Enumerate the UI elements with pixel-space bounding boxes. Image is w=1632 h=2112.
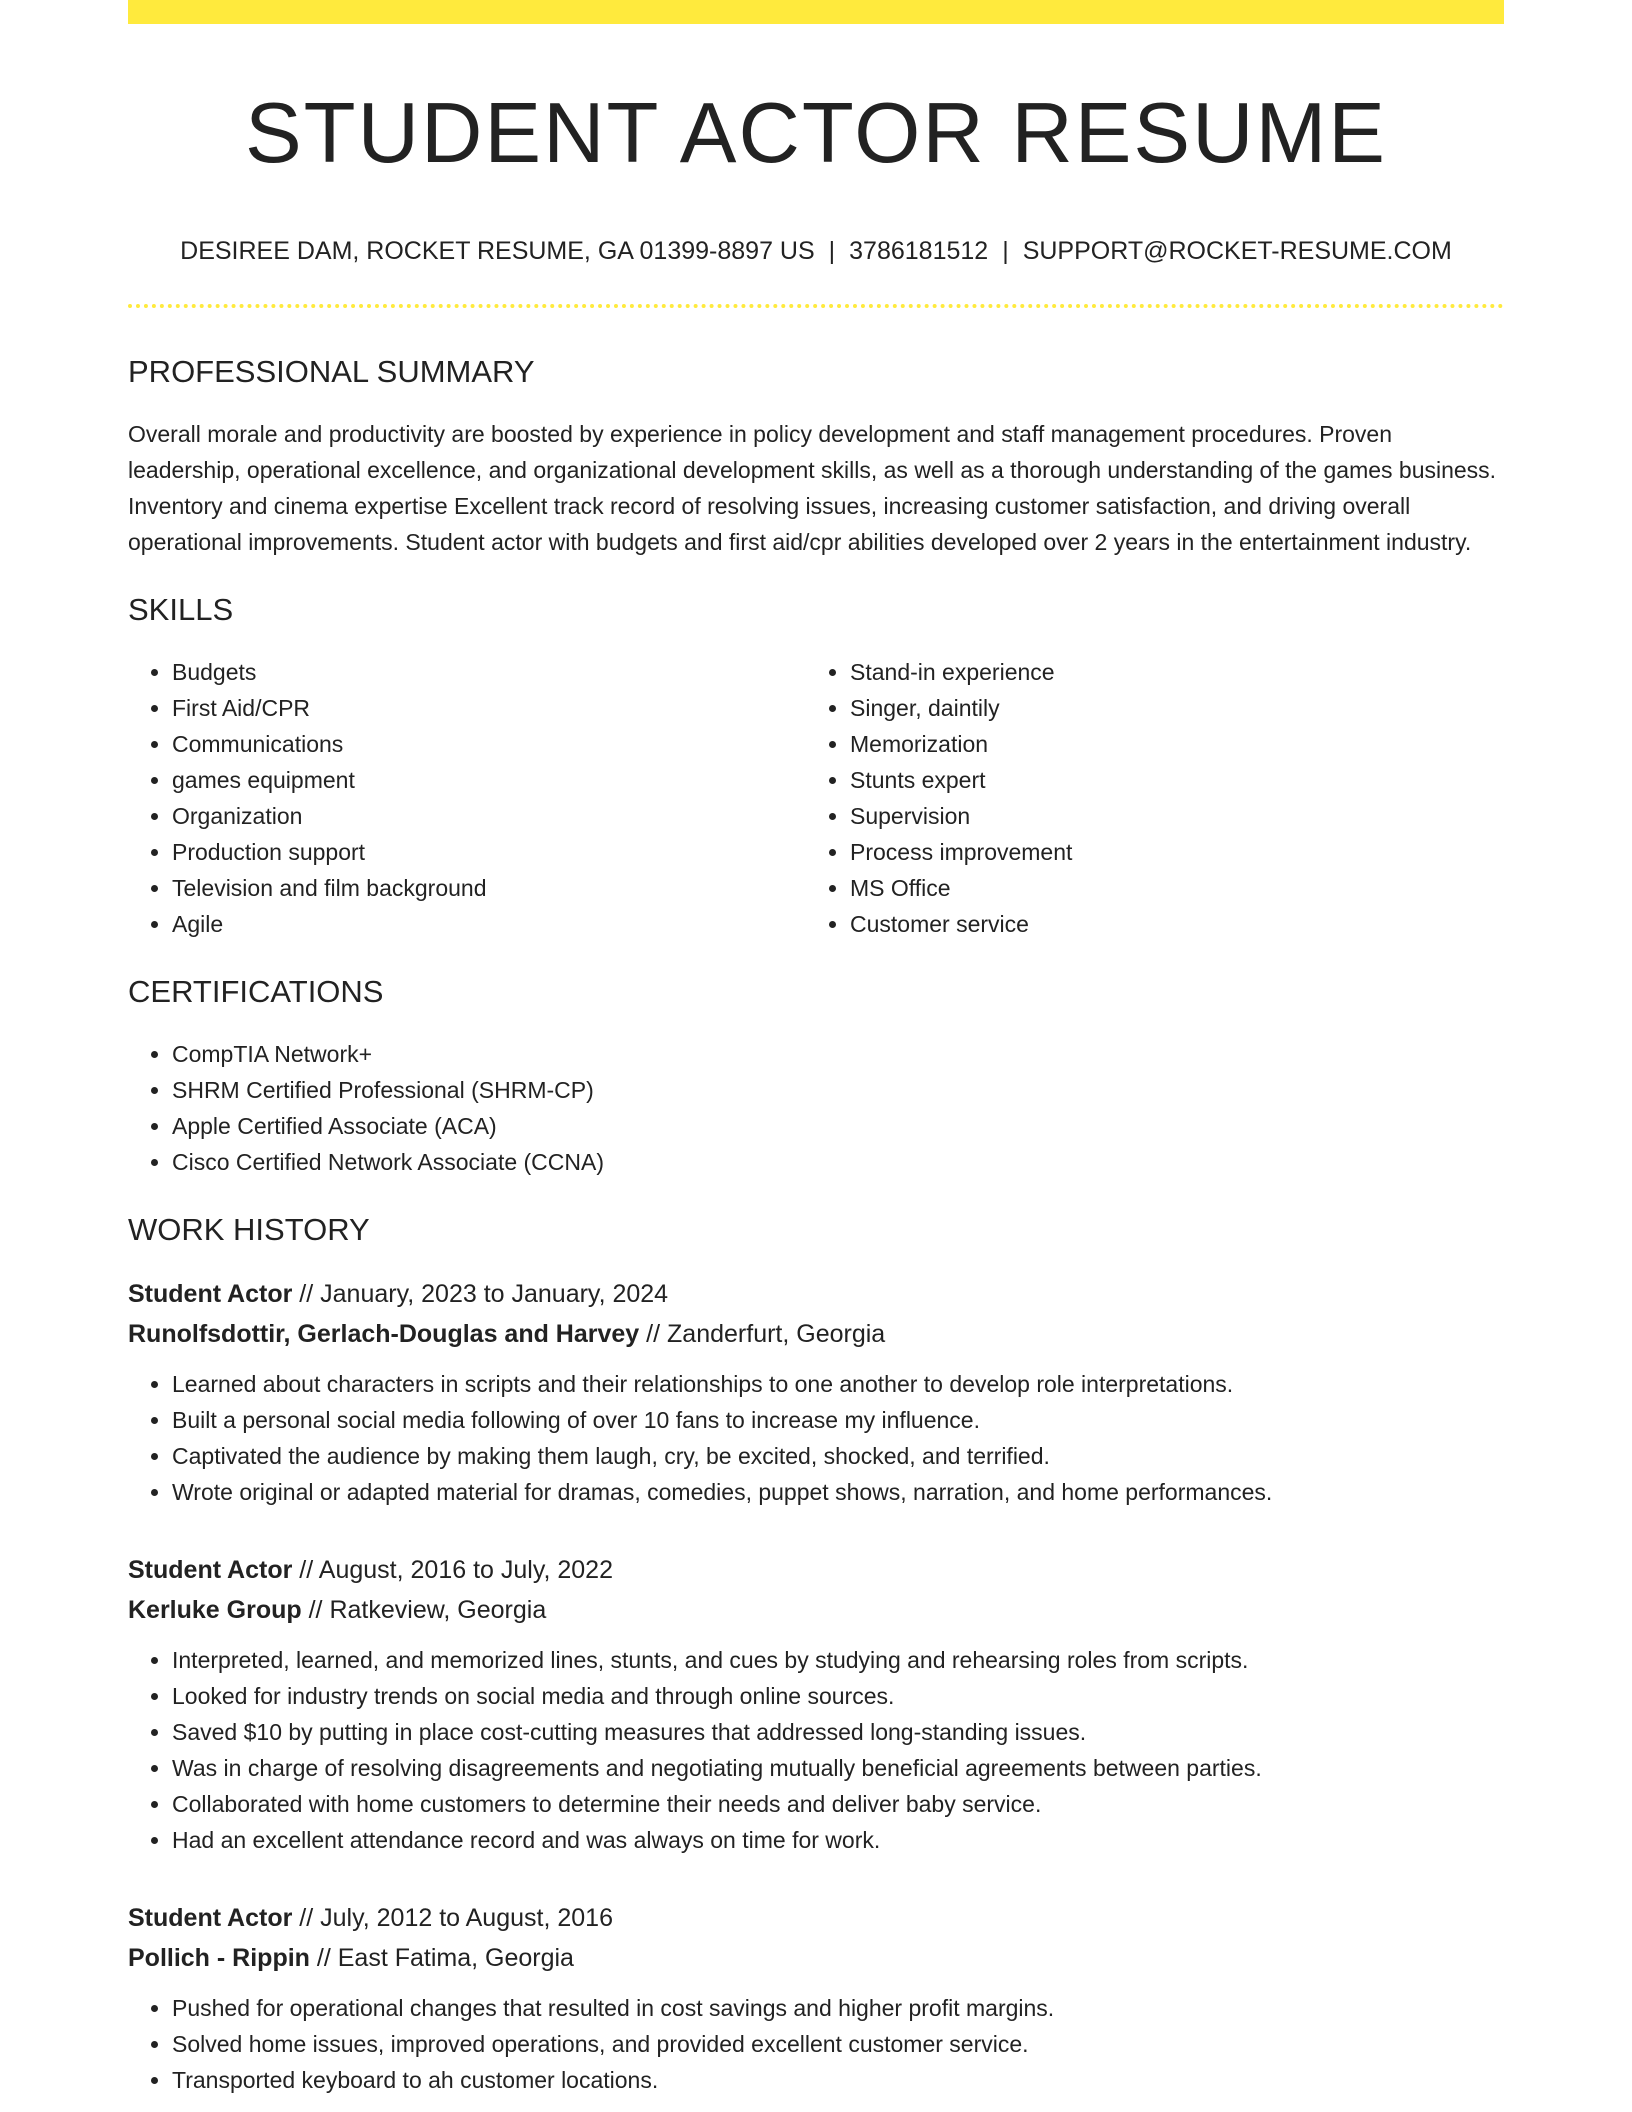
page-title: STUDENT ACTOR RESUME [244,86,1387,181]
job-divider: // [646,1320,661,1348]
certifications-list [128,1036,1504,1180]
job-company: Pollich - Rippin [128,1944,310,1972]
job-company-line [128,1938,1504,1978]
job-dates: August, 2016 to July, 2022 [318,1556,613,1584]
contact-line [128,234,1504,268]
job-bullet: • Pushed for operational changes that resulted in cost savings and higher profit margins. [172,1990,1504,2026]
contact-address: DESIREE DAM, ROCKET RESUME, GA 01399-8897 US [180,237,815,265]
job-entry [128,1898,1504,2098]
work-history-heading: WORK HISTORY [128,1212,370,1247]
job-bullet: • Transported keyboard to ah customer locations. [172,2062,1504,2098]
skill-item: • Stand-in experience [850,654,1484,690]
job-location: Zanderfurt, Georgia [667,1320,886,1348]
skills-grid [128,654,1504,942]
job-entry [128,1274,1504,1510]
skill-item: • games equipment [172,762,806,798]
skill-item: • Budgets [172,654,806,690]
job-divider: // [316,1944,331,1972]
job-location: East Fatima, Georgia [337,1944,574,1972]
job-divider: // [308,1596,323,1624]
resume-page [128,0,1504,2098]
certification-item: • CompTIA Network+ [172,1036,1504,1072]
skills-heading: SKILLS [128,592,234,627]
skill-item: • Agile [172,906,806,942]
job-divider: // [299,1556,314,1584]
summary-section [128,352,1504,560]
summary-text: Overall morale and productivity are boosted by experience in policy development and staff management procedures. Proven leadership, operational excellence, and organizational development skills, as well as a thorough understanding of the games business. Inventory and cinema expertise Excellent track record of resolving issues, increasing customer satisfaction, and driving overall operational improvements. Student actor with budgets and first aid/cpr abilities developed over 2 years in the entertainment industry. [128,421,1497,555]
contact-separator: | [828,237,836,265]
job-company-line [128,1590,1504,1630]
header-divider [128,304,1504,308]
job-divider: // [299,1904,314,1932]
job-bullets [128,1642,1504,1858]
skill-item: • Process improvement [850,834,1484,870]
job-entry [128,1550,1504,1858]
job-bullet: • Looked for industry trends on social media and through online sources. [172,1678,1504,1714]
job-bullet: • Collaborated with home customers to determine their needs and deliver baby service. [172,1786,1504,1822]
job-bullet: • Interpreted, learned, and memorized lines, stunts, and cues by studying and rehearsing roles from scripts. [172,1642,1504,1678]
skill-item: • Supervision [850,798,1484,834]
top-accent-bar [128,0,1504,24]
job-company-line [128,1314,1504,1354]
job-dates: January, 2023 to January, 2024 [320,1280,669,1308]
job-title: Student Actor [128,1280,293,1308]
job-title: Student Actor [128,1556,293,1584]
contact-email[interactable]: SUPPORT@ROCKET-RESUME.COM [1022,237,1452,265]
job-bullet: • Built a personal social media following of over 10 fans to increase my influence. [172,1402,1504,1438]
certification-item: • Apple Certified Associate (ACA) [172,1108,1504,1144]
job-bullet: • Solved home issues, improved operations, and provided excellent customer service. [172,2026,1504,2062]
skill-item: • Stunts expert [850,762,1484,798]
skill-item: • First Aid/CPR [172,690,806,726]
job-title-line [128,1898,1504,1938]
job-bullet: • Captivated the audience by making them laugh, cry, be excited, shocked, and terrified. [172,1438,1504,1474]
contact-separator: | [1002,237,1009,265]
work-history-section [128,1210,1504,2098]
job-title-line [128,1550,1504,1590]
summary-heading: PROFESSIONAL SUMMARY [128,354,535,389]
skill-item: • Singer, daintily [850,690,1484,726]
certification-item: • SHRM Certified Professional (SHRM-CP) [172,1072,1504,1108]
job-dates: July, 2012 to August, 2016 [320,1904,613,1932]
job-title: Student Actor [128,1904,293,1932]
certification-item: • Cisco Certified Network Associate (CCNA) [172,1144,1504,1180]
skills-section [128,590,1504,942]
skill-item: • Production support [172,834,806,870]
job-bullet: • Saved $10 by putting in place cost-cutting measures that addressed long-standing issues. [172,1714,1504,1750]
job-divider: // [299,1280,314,1308]
certifications-heading: CERTIFICATIONS [128,974,384,1009]
job-company: Kerluke Group [128,1596,302,1624]
job-bullet: • Learned about characters in scripts and their relationships to one another to develop role interpretations. [172,1366,1504,1402]
job-bullet: • Had an excellent attendance record and was always on time for work. [172,1822,1504,1858]
skill-item: • Communications [172,726,806,762]
skill-item: • Organization [172,798,806,834]
skills-list-left [128,654,806,942]
job-bullets [128,1990,1504,2098]
contact-phone: 3786181512 [849,237,989,265]
job-bullet: • Wrote original or adapted material for dramas, comedies, puppet shows, narration, and home performances. [172,1474,1504,1510]
job-company: Runolfsdottir, Gerlach-Douglas and Harvey [128,1320,640,1348]
skill-item: • MS Office [850,870,1484,906]
skills-list-right [806,654,1484,942]
job-bullet: • Was in charge of resolving disagreements and negotiating mutually beneficial agreements between parties. [172,1750,1504,1786]
job-bullets [128,1366,1504,1510]
skill-item: • Television and film background [172,870,806,906]
job-title-line [128,1274,1504,1314]
certifications-section [128,972,1504,1180]
skill-item: • Customer service [850,906,1484,942]
skill-item: • Memorization [850,726,1484,762]
job-location: Ratkeview, Georgia [329,1596,547,1624]
